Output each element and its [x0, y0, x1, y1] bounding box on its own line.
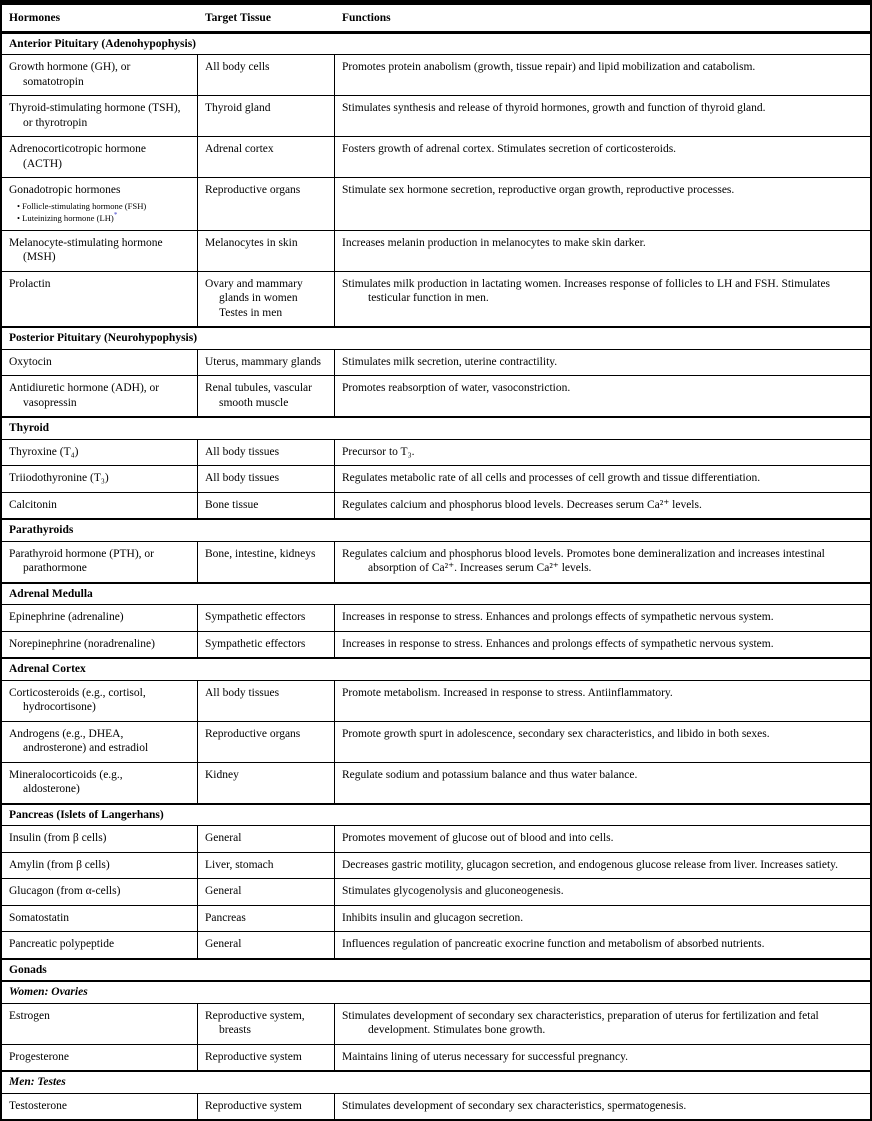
text-line: Thyroid gland: [205, 102, 271, 114]
text-line: Pancreas: [205, 911, 246, 924]
table-row: [2, 632, 870, 659]
hormone-cell: [2, 826, 198, 852]
target-tissue-cell: [198, 493, 335, 519]
text-line: androsterone) and estradiol: [23, 742, 149, 754]
target-tissue-cell: [198, 350, 335, 376]
target-tissue-cell: [198, 55, 335, 95]
hormone-cell: [2, 1045, 198, 1071]
text-line: Reproductive system: [205, 1099, 302, 1112]
hormone-cell: [2, 632, 198, 658]
table-row: [2, 178, 870, 231]
text-line: aldosterone): [23, 783, 80, 795]
section-header: Adrenal Cortex: [2, 658, 870, 681]
functions-cell: [335, 932, 870, 958]
text-line: Regulates metabolic rate of all cells and processes of cell growth and tissue differentiation.: [342, 472, 761, 484]
table-row: [2, 440, 870, 467]
section-header: Posterior Pituitary (Neurohypophysis): [2, 327, 870, 350]
text-line: Parathyroid hormone (PTH), or: [9, 547, 154, 560]
target-tissue-cell: [198, 466, 335, 492]
subsection-header: Men: Testes: [2, 1071, 870, 1094]
functions-cell: [335, 137, 870, 177]
target-tissue-cell: [198, 906, 335, 932]
functions-cell: [335, 763, 870, 803]
text-line: Promote metabolism. Increased in response to stress. Antiinflammatory.: [342, 686, 673, 699]
table-row: [2, 1094, 870, 1120]
text-line: Reproductive system: [205, 1050, 302, 1063]
text-line: Reproductive system,: [205, 1009, 305, 1022]
text-line: Testes in men: [219, 306, 283, 319]
text-line: Triiodothyronine (T₃): [9, 472, 109, 484]
section-header: Pancreas (Islets of Langerhans): [2, 804, 870, 827]
functions-cell: [335, 96, 870, 136]
text-line: Regulate sodium and potassium balance and thus water balance.: [342, 768, 638, 781]
functions-cell: [335, 1045, 870, 1071]
text-line: Liver, stomach: [205, 858, 274, 871]
hormone-cell: [2, 1094, 198, 1120]
functions-cell: [335, 376, 870, 416]
hormone-cell: [2, 681, 198, 721]
text-line: Somatostatin: [9, 911, 70, 924]
text-line: Increases melanin production in melanocytes to make skin darker.: [342, 236, 646, 249]
target-tissue-cell: [198, 376, 335, 416]
target-tissue-cell: [198, 231, 335, 271]
text-line: Sympathetic effectors: [205, 637, 306, 650]
functions-cell: [335, 272, 870, 327]
text-line: Precursor to T₃.: [342, 445, 415, 458]
column-header-functions: Functions: [342, 12, 391, 24]
hormone-cell: [2, 96, 198, 136]
table-row: [2, 137, 870, 178]
text-line: Promotes movement of glucose out of blood and into cells.: [342, 832, 614, 844]
functions-cell: [335, 55, 870, 95]
hormone-cell: [2, 605, 198, 631]
text-line: Reproductive organs: [205, 184, 301, 196]
text-line: Promotes reabsorption of water, vasoconstriction.: [342, 382, 571, 394]
text-line: Adrenocorticotropic hormone: [9, 143, 146, 155]
bullet-item: • Follicle-stimulating hormone (FSH): [17, 200, 147, 211]
functions-cell: [335, 879, 870, 905]
text-line: Stimulate sex hormone secretion, reproductive organ growth, reproductive processes.: [342, 184, 735, 196]
functions-cell: [335, 722, 870, 762]
text-line: or thyrotropin: [23, 116, 88, 129]
table-row: [2, 350, 870, 377]
table-row: [2, 1004, 870, 1045]
functions-cell: [335, 350, 870, 376]
text-line: somatotropin: [23, 75, 84, 88]
text-line: glands in women: [219, 292, 298, 304]
functions-cell: [335, 681, 870, 721]
text-line: Stimulates milk production in lactating women. Increases response of follicles to LH and FSH. Stimulates testicular function in men.: [342, 277, 831, 304]
table-row: [2, 1045, 870, 1072]
text-line: Bone, intestine, kidneys: [205, 547, 316, 560]
hormone-cell: [2, 542, 198, 582]
text-line: Uterus, mammary glands: [205, 355, 321, 368]
target-tissue-cell: [198, 440, 335, 466]
hormone-cell: [2, 137, 198, 177]
text-line: Bone tissue: [205, 498, 259, 511]
functions-cell: [335, 542, 870, 582]
text-line: Increases in response to stress. Enhances and prolongs effects of sympathetic nervous system.: [342, 637, 774, 650]
table-row: [2, 932, 870, 959]
table-row: [2, 826, 870, 853]
functions-cell: [335, 1004, 870, 1044]
hormone-cell: [2, 350, 198, 376]
column-header-hormones: Hormones: [9, 12, 61, 24]
text-line: vasopressin: [23, 396, 77, 409]
text-line: Corticosteroids (e.g., cortisol,: [9, 686, 146, 699]
text-line: breasts: [219, 1024, 251, 1036]
text-line: General: [205, 885, 242, 897]
hormone-cell: [2, 879, 198, 905]
functions-cell: [335, 178, 870, 230]
text-line: Amylin (from β cells): [9, 858, 110, 871]
text-line: Thyroxine (T₄): [9, 445, 79, 458]
functions-cell: [335, 826, 870, 852]
target-tissue-cell: [198, 632, 335, 658]
functions-cell: [335, 440, 870, 466]
text-line: All body tissues: [205, 445, 280, 458]
text-line: All body tissues: [205, 686, 280, 699]
text-line: Androgens (e.g., DHEA,: [9, 727, 124, 740]
table-row: [2, 853, 870, 880]
text-line: Decreases gastric motility, glucagon secretion, and endogenous glucose release from liver. Increases satiety.: [342, 858, 839, 871]
text-line: Influences regulation of pancreatic exocrine function and metabolism of absorbed nutrients.: [342, 938, 765, 950]
text-line: Regulates calcium and phosphorus blood levels. Decreases serum Ca²⁺ levels.: [342, 498, 702, 511]
text-line: Insulin (from β cells): [9, 832, 107, 844]
text-line: Stimulates glycogenolysis and gluconeogenesis.: [342, 885, 564, 897]
table-row: [2, 376, 870, 417]
text-line: Progesterone: [9, 1050, 70, 1063]
target-tissue-cell: [198, 932, 335, 958]
target-tissue-cell: [198, 272, 335, 327]
text-line: Stimulates synthesis and release of thyroid hormones, growth and function of thyroid gland.: [342, 102, 766, 114]
text-line: Promotes protein anabolism (growth, tissue repair) and lipid mobilization and catabolism.: [342, 61, 756, 73]
target-tissue-cell: [198, 542, 335, 582]
footnote-marker: *: [113, 210, 118, 219]
subsection-header: Women: Ovaries: [2, 981, 870, 1004]
text-line: Gonadotropic hormones: [9, 184, 121, 196]
functions-cell: [335, 1094, 870, 1120]
hormone-cell: [2, 906, 198, 932]
target-tissue-cell: [198, 681, 335, 721]
bullet-list: [9, 200, 191, 224]
table-row: [2, 55, 870, 96]
hormone-cell: [2, 440, 198, 466]
table-row: [2, 906, 870, 933]
text-line: Epinephrine (adrenaline): [9, 611, 124, 623]
text-line: Kidney: [205, 768, 239, 781]
text-line: Stimulates development of secondary sex characteristics, spermatogenesis.: [342, 1099, 687, 1112]
text-line: Mineralocorticoids (e.g.,: [9, 768, 123, 781]
bullet-item: • Luteinizing hormone (LH)*: [17, 210, 118, 223]
text-line: smooth muscle: [219, 396, 289, 409]
table-header-row: [2, 5, 870, 33]
text-line: Melanocytes in skin: [205, 236, 298, 249]
text-line: (ACTH): [23, 157, 62, 170]
target-tissue-cell: [198, 853, 335, 879]
table-row: [2, 542, 870, 583]
text-line: Antidiuretic hormone (ADH), or: [9, 382, 160, 394]
text-line: All body cells: [205, 61, 270, 73]
text-line: Norepinephrine (noradrenaline): [9, 637, 155, 650]
section-header: Anterior Pituitary (Adenohypophysis): [2, 33, 870, 56]
functions-cell: [335, 231, 870, 271]
table-row: [2, 605, 870, 632]
table-row: [2, 879, 870, 906]
text-line: Inhibits insulin and glucagon secretion.: [342, 911, 524, 924]
text-line: Glucagon (from α-cells): [9, 885, 121, 897]
table-row: [2, 231, 870, 272]
table-row: [2, 722, 870, 763]
text-line: Calcitonin: [9, 498, 57, 511]
text-line: Promote growth spurt in adolescence, secondary sex characteristics, and libido in both sexes.: [342, 727, 770, 740]
functions-cell: [335, 632, 870, 658]
functions-cell: [335, 605, 870, 631]
hormone-cell: [2, 466, 198, 492]
target-tissue-cell: [198, 1004, 335, 1044]
text-line: Ovary and mammary: [205, 277, 303, 290]
target-tissue-cell: [198, 1045, 335, 1071]
target-tissue-cell: [198, 605, 335, 631]
text-line: parathormone: [23, 562, 87, 574]
hormone-cell: [2, 932, 198, 958]
text-line: Adrenal cortex: [205, 143, 274, 155]
table-row: [2, 763, 870, 804]
target-tissue-cell: [198, 879, 335, 905]
section-header: Thyroid: [2, 417, 870, 440]
target-tissue-cell: [198, 1094, 335, 1120]
section-header: Parathyroids: [2, 519, 870, 542]
text-line: Regulates calcium and phosphorus blood levels. Promotes bone demineralization and increases intestinal absorption of Ca²⁺. Increases serum Ca²⁺ levels.: [342, 547, 825, 574]
target-tissue-cell: [198, 826, 335, 852]
hormone-cell: [2, 178, 198, 230]
hormone-cell: [2, 376, 198, 416]
section-header: Adrenal Medulla: [2, 583, 870, 606]
text-line: Renal tubules, vascular: [205, 382, 312, 394]
text-line: Growth hormone (GH), or: [9, 61, 131, 73]
target-tissue-cell: [198, 137, 335, 177]
table-body: [2, 33, 870, 1120]
hormone-cell: [2, 722, 198, 762]
target-tissue-cell: [198, 722, 335, 762]
text-line: Melanocyte-stimulating hormone: [9, 236, 163, 249]
target-tissue-cell: [198, 96, 335, 136]
functions-cell: [335, 853, 870, 879]
text-line: Testosterone: [9, 1099, 67, 1112]
text-line: Prolactin: [9, 277, 51, 290]
section-header: Gonads: [2, 959, 870, 982]
text-line: General: [205, 938, 242, 950]
table-row: [2, 96, 870, 137]
text-line: Stimulates development of secondary sex characteristics, preparation of uterus for fertilization and fetal development. Stimulates bone growth.: [342, 1009, 819, 1036]
hormone-cell: [2, 55, 198, 95]
text-line: Sympathetic effectors: [205, 611, 306, 623]
table-row: [2, 272, 870, 328]
hormone-cell: [2, 853, 198, 879]
hormone-cell: [2, 1004, 198, 1044]
target-tissue-cell: [198, 763, 335, 803]
text-line: Oxytocin: [9, 355, 52, 368]
hormone-cell: [2, 231, 198, 271]
functions-cell: [335, 493, 870, 519]
text-line: Stimulates milk secretion, uterine contractility.: [342, 355, 558, 368]
hormone-cell: [2, 763, 198, 803]
target-tissue-cell: [198, 178, 335, 230]
text-line: Reproductive organs: [205, 727, 301, 740]
functions-cell: [335, 906, 870, 932]
text-line: All body tissues: [205, 472, 280, 484]
text-line: hydrocortisone): [23, 701, 96, 713]
hormone-cell: [2, 272, 198, 327]
text-line: Thyroid-stimulating hormone (TSH),: [9, 102, 181, 114]
table-row: [2, 493, 870, 520]
text-line: Increases in response to stress. Enhances and prolongs effects of sympathetic nervous system.: [342, 611, 774, 623]
text-line: (MSH): [23, 251, 56, 263]
hormone-cell: [2, 493, 198, 519]
text-line: Maintains lining of uterus necessary for successful pregnancy.: [342, 1050, 629, 1063]
column-header-target-tissue: Target Tissue: [205, 12, 271, 24]
text-line: General: [205, 832, 242, 844]
table-row: [2, 466, 870, 493]
text-line: Fosters growth of adrenal cortex. Stimulates secretion of corticosteroids.: [342, 143, 677, 155]
functions-cell: [335, 466, 870, 492]
text-line: Estrogen: [9, 1009, 50, 1022]
text-line: Pancreatic polypeptide: [9, 938, 115, 950]
table-row: [2, 681, 870, 722]
